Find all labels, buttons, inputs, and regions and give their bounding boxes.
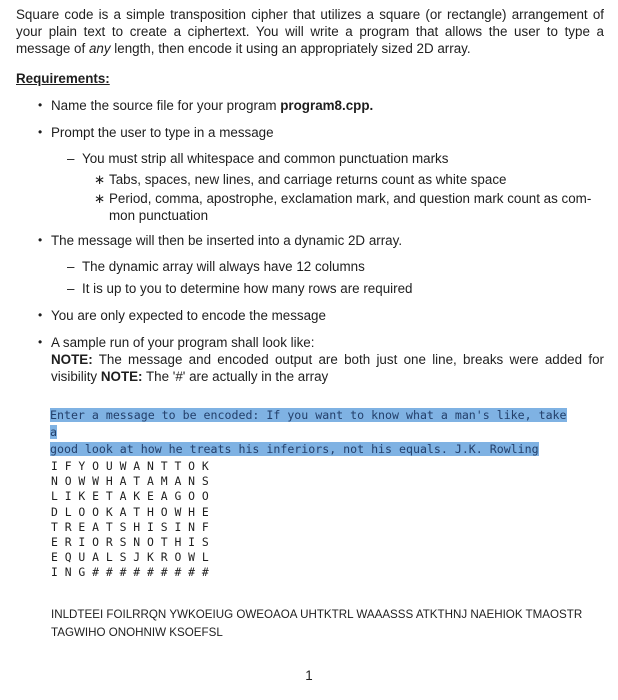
encoded-line: TAGWIHO ONOHNIW KSOEFSL	[51, 626, 223, 639]
bullet-text: The message will then be inserted into a dynamic 2D array.	[51, 233, 403, 248]
sample-run-input	[50, 407, 580, 458]
intro-text-1: Square code is a simple transposition cipher that utilizes a square (or rectangle) arrangement of your plain text to create a ciphertext. You will write a program that allows the user to type a message of	[16, 7, 604, 56]
note-label: NOTE:	[51, 352, 93, 367]
sample-run-line: good look at how he treats his inferiors, not his equals. J.K. Rowling	[50, 442, 539, 456]
encoded-output	[51, 606, 591, 642]
note-label: NOTE:	[100, 369, 143, 384]
intro-italic-word: any	[88, 41, 111, 56]
list-item	[38, 124, 604, 224]
grid-row: L I K E T A K E A G O O	[51, 489, 209, 504]
sub-list	[51, 150, 604, 224]
document-page	[16, 6, 604, 395]
sub-sub-list	[82, 171, 604, 224]
source-file-name: program8.cpp.	[280, 98, 374, 113]
note-text: The '#' are actually in the array	[142, 369, 329, 384]
bullet-text: You are only expected to encode the message	[51, 308, 326, 323]
bullet-text: Name the source file for your program	[51, 98, 281, 113]
requirements-heading: Requirements:	[16, 71, 110, 86]
bullet-text: A sample run of your program shall look like:	[51, 335, 315, 350]
grid-row: T R E A T S H I S I N F	[51, 519, 209, 534]
grid-row: N O W W H A T A M A N S	[51, 474, 209, 489]
intro-paragraph	[16, 6, 604, 57]
sub-list-item: – It is up to you to determine how many rows are required	[67, 280, 604, 297]
sub-item-text: You must strip all whitespace and common punctuation marks	[82, 151, 449, 166]
list-item	[38, 97, 604, 114]
intro-text-2: length, then encode it using an appropriately sized 2D array.	[110, 41, 471, 56]
page-number: 1	[305, 668, 313, 683]
sub-sub-list-item: ∗ Tabs, spaces, new lines, and carriage returns count as white space	[94, 171, 604, 188]
list-item	[38, 232, 604, 297]
grid-row: E Q U A L S J K R O W L	[51, 550, 209, 565]
cipher-grid	[51, 459, 209, 581]
list-item	[38, 307, 604, 324]
sub-list	[51, 258, 604, 297]
grid-row: E R I O R S N O T H I S	[51, 535, 209, 550]
note-text: The message and encoded output are both just one line, breaks were added for visibility	[51, 352, 604, 384]
grid-row: I F Y O U W A N T T O K	[51, 459, 209, 473]
grid-row: I N G # # # # # # # # #	[51, 565, 209, 580]
sample-run-line: Enter a message to be encoded: If you want to know what a man's like, take a	[50, 408, 567, 439]
grid-row: D L O O K A T H O W H E	[51, 504, 209, 519]
list-item	[38, 334, 604, 385]
requirements-list	[16, 97, 604, 385]
encoded-line: INLDTEEI FOILRRQN YWKOEIUG OWEOAOA UHTKTRL WAAASSS ATKTHNJ NAEHIOK TMAOSTR	[51, 608, 583, 621]
sub-list-item	[67, 150, 604, 224]
sub-list-item: – The dynamic array will always have 12 columns	[67, 258, 604, 275]
sub-sub-list-item: ∗ Period, comma, apostrophe, exclamation mark, and question mark count as com- mon punctuation	[94, 190, 604, 224]
bullet-text: Prompt the user to type in a message	[51, 125, 274, 140]
